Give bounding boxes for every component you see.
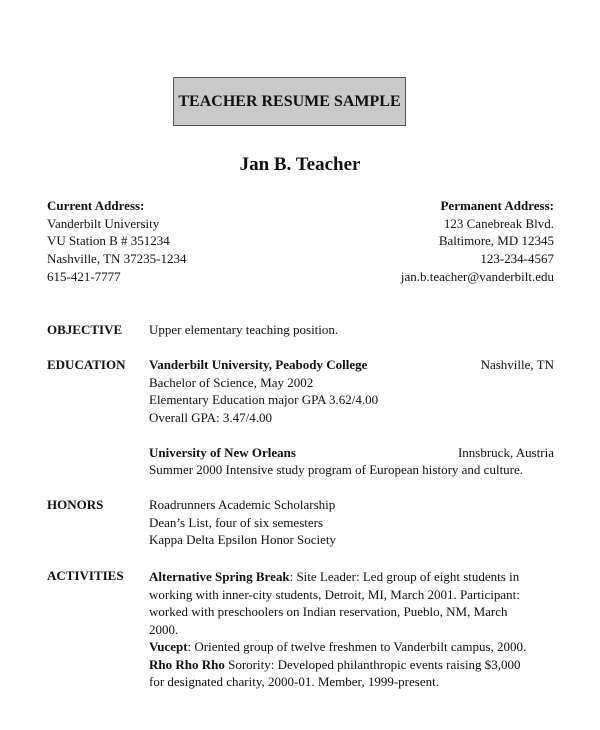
activities-list — [149, 568, 529, 691]
activity-title: Vucept — [149, 639, 188, 654]
permanent-address-line: Baltimore, MD 12345 — [438, 233, 554, 248]
honor-item: Roadrunners Academic Scholarship — [149, 497, 336, 512]
activity-text: : Site Leader: Led group of eight students in working with inner-city students, Detroit, MI, March 2001. Participant: worked with preschoolers on Indian reservation, Pueblo, NM, March 2000. — [149, 569, 520, 637]
school-name: University of New Orleans — [149, 445, 296, 460]
activities-label: ACTIVITIES — [47, 568, 124, 583]
permanent-phone: 123-234-4567 — [480, 251, 554, 266]
activity-title: Rho Rho Rho — [149, 656, 225, 672]
activity-title: Alternative Spring Break — [149, 569, 290, 584]
email: jan.b.teacher@vanderbilt.edu — [400, 269, 554, 284]
current-address-line: VU Station B # 351234 — [47, 233, 170, 248]
permanent-address-label: Permanent Address: — [440, 198, 554, 213]
objective-label: OBJECTIVE — [47, 322, 123, 337]
candidate-name: Jan B. Teacher — [239, 154, 361, 175]
activity-text: Sorority: Developed philanthropic events raising $3,000 for designated charity, 2000-01. Member, 1999-present. — [149, 656, 521, 689]
resume-title: TEACHER RESUME SAMPLE — [178, 92, 401, 110]
current-address-line: Nashville, TN 37235-1234 — [47, 251, 187, 266]
education-detail: Bachelor of Science, May 2002 — [149, 375, 314, 390]
education-detail: Summer 2000 Intensive study program of European history and culture. — [149, 462, 524, 477]
school-name: Vanderbilt University, Peabody College — [149, 357, 368, 372]
school-location: Nashville, TN — [480, 357, 554, 372]
education-detail: Overall GPA: 3.47/4.00 — [149, 410, 273, 425]
permanent-address-line: 123 Canebreak Blvd. — [443, 216, 554, 231]
honor-item: Kappa Delta Epsilon Honor Society — [149, 532, 337, 547]
activity-text: : Oriented group of twelve freshmen to Vanderbilt campus, 2000. — [187, 639, 527, 654]
current-phone: 615-421-7777 — [47, 269, 121, 284]
honor-item: Dean’s List, four of six semesters — [149, 515, 324, 530]
education-label: EDUCATION — [47, 357, 126, 372]
title-box — [173, 77, 406, 126]
honors-label: HONORS — [47, 497, 104, 512]
current-address-line: Vanderbilt University — [47, 216, 160, 231]
education-detail: Elementary Education major GPA 3.62/4.00 — [149, 392, 379, 407]
current-address-label: Current Address: — [47, 198, 145, 213]
school-location: Innsbruck, Austria — [457, 445, 554, 460]
objective-text: Upper elementary teaching position. — [149, 322, 339, 337]
